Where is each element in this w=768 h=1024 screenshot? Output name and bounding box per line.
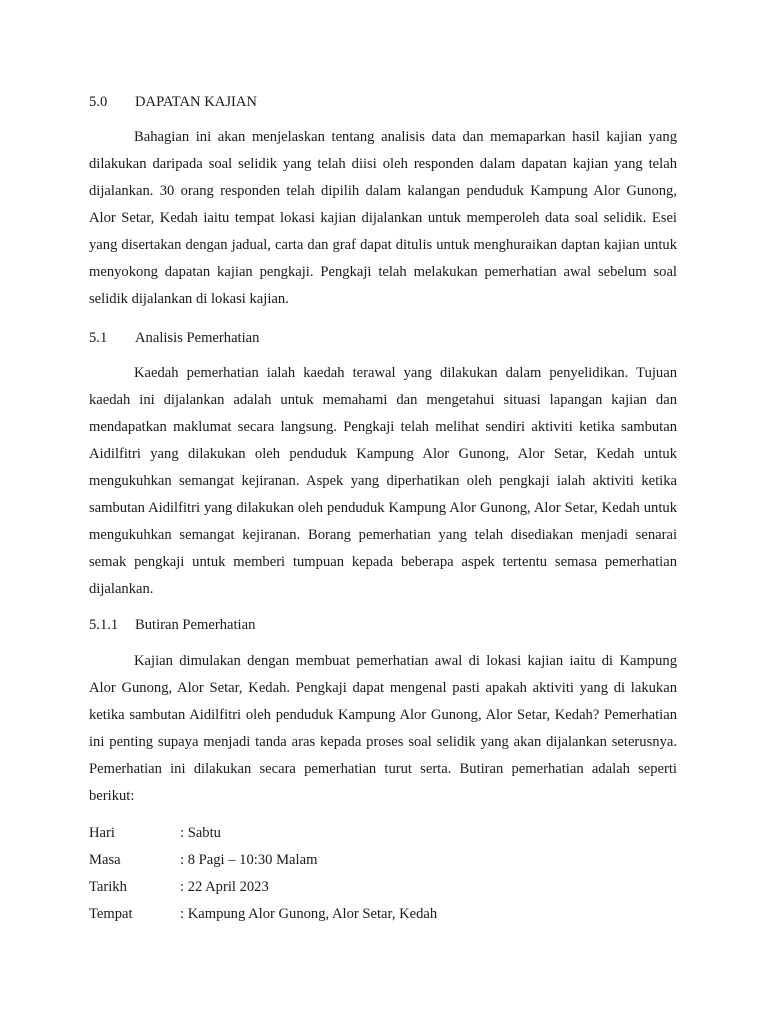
section-title: DAPATAN KAJIAN — [135, 94, 257, 110]
section-heading-5-1 — [89, 329, 260, 347]
detail-value: : 22 April 2023 — [180, 879, 269, 895]
detail-row-tarikh — [89, 878, 269, 896]
section-number: 5.0 — [89, 94, 108, 110]
detail-label: Hari — [89, 825, 115, 841]
detail-value: : Sabtu — [180, 825, 221, 841]
detail-row-masa — [89, 851, 318, 869]
section-paragraph-5-1: Kaedah pemerhatian ialah kaedah terawal yang dilakukan dalam penyelidikan. Tujuan kaedah ini dijalankan adalah untuk memahami dan mengetahui situasi lapangan kajian dan mendapatkan maklumat secara langsung. Pengkaji telah melihat sendiri aktiviti ketika sambutan Aidilfitri yang dilakukan oleh penduduk Kampung Alor Gunong, Alor Setar, Kedah untuk mengukuhkan semangat kejiranan. Aspek yang diperhatikan oleh pengkaji ialah aktiviti ketika sambutan Aidilfitri yang dilakukan oleh penduduk Kampung Alor Gunong, Alor Setar, Kedah untuk mengukuhkan semangat kejiranan. Borang pemerhatian yang telah disediakan menjadi senarai semak pengkaji untuk memberi tumpuan kepada beberapa aspek tertentu semasa pemerhatian dijalankan. — [89, 365, 677, 597]
section-heading-5-1-1 — [89, 616, 256, 634]
detail-label: Tempat — [89, 906, 133, 922]
section-paragraph-5-0: Bahagian ini akan menjelaskan tentang analisis data dan memaparkan hasil kajian yang dilakukan daripada soal selidik yang telah diisi oleh responden dalam dapatan kajian yang telah dijalankan. 30 orang responden telah dipilih dalam kalangan penduduk Kampung Alor Gunong, Alor Setar, Kedah iaitu tempat lokasi kajian dijalankan untuk memperoleh data soal selidik. Esei yang disertakan dengan jadual, carta dan graf dapat ditulis untuk menghuraikan daptan kajian untuk menyokong dapatan kajian pengkaji. Pengkaji telah melakukan pemerhatian awal sebelum soal selidik dijalankan di lokasi kajian. — [89, 129, 677, 307]
detail-value: : Kampung Alor Gunong, Alor Setar, Kedah — [180, 906, 438, 922]
section-heading-5-0 — [89, 93, 257, 111]
detail-label: Tarikh — [89, 879, 127, 895]
detail-value: : 8 Pagi – 10:30 Malam — [180, 852, 318, 868]
detail-label: Masa — [89, 852, 121, 868]
section-paragraph-5-1-1: Kajian dimulakan dengan membuat pemerhatian awal di lokasi kajian iaitu di Kampung Alor Gunong, Alor Setar, Kedah. Pengkaji dapat mengenal pasti apakah aktiviti yang di lakukan ketika sambutan Aidilfitri oleh penduduk Kampung Alor Gunong, Alor Setar, Kedah? Pemerhatian ini penting supaya menjadi tanda aras kepada proses soal selidik yang akan dijalankan seterusnya. Pemerhatian ini dilakukan secara pemerhatian turut serta. Butiran pemerhatian adalah seperti berikut: — [89, 653, 677, 804]
section-number: 5.1.1 — [89, 617, 119, 633]
detail-row-hari — [89, 824, 221, 842]
detail-row-tempat — [89, 905, 438, 923]
section-number: 5.1 — [89, 330, 108, 346]
section-title: Analisis Pemerhatian — [135, 330, 260, 346]
section-title: Butiran Pemerhatian — [135, 617, 256, 633]
